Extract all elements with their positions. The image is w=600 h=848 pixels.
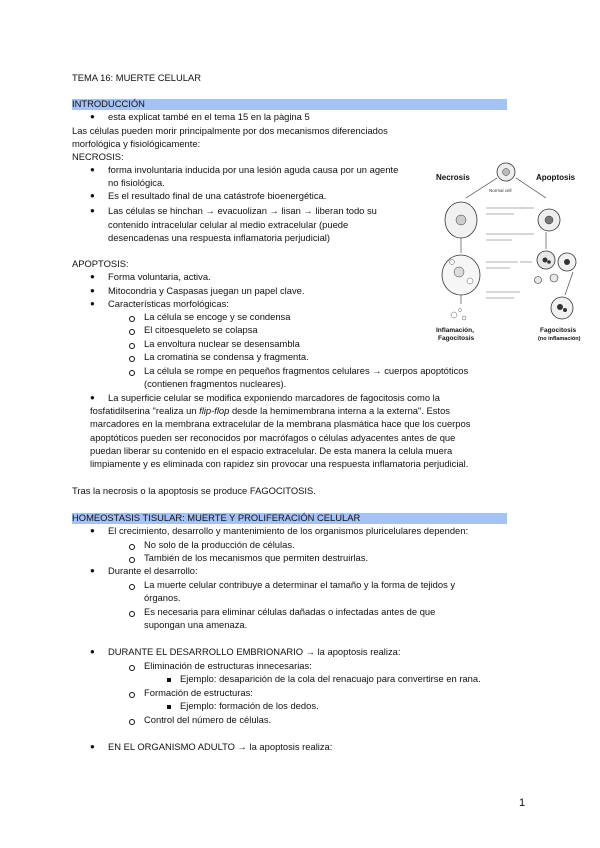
bullet-dot: ● [90, 272, 95, 281]
bullet-dot: ● [90, 165, 95, 174]
sub-bullet-circle [129, 329, 135, 335]
homeostasis-example: Ejemplo: formación de los dedos. [180, 700, 319, 711]
necrosis-bullet: forma involuntaria inducida por una lesión aguda causa por un agente [108, 164, 399, 175]
apoptosis-sub-item: La célula se encoge y se condensa [144, 311, 291, 322]
sub-bullet-circle [129, 719, 135, 725]
homeostasis-sub-item: Control del número de células. [144, 714, 272, 725]
homeostasis-sub-item: Formación de estructuras: [144, 687, 253, 698]
sub-sub-bullet-square [167, 705, 171, 709]
homeostasis-sub-item: órganos. [144, 592, 181, 603]
bullet-dot: ● [90, 393, 95, 402]
apoptosis-bullet: Características morfológicas: [108, 298, 229, 309]
homeostasis-sub-item: También de los mecanismos que permiten destruirlas. [144, 552, 369, 563]
apoptosis-sub-item: El citoesqueleto se colapsa [144, 324, 258, 335]
sub-sub-bullet-square [167, 678, 171, 682]
apoptosis-sub-item: La envoltura nuclear se desensambla [144, 338, 300, 349]
sub-bullet-circle [129, 356, 135, 362]
necrosis-bullet: no fisiológica. [108, 177, 165, 188]
homeostasis-example: Ejemplo: desaparición de la cola del renacuajo para convertirse en rana. [180, 673, 481, 684]
intro-paragraph-line: morfológica y fisiológicamente: [72, 138, 201, 149]
intro-paragraph-line: Las células pueden morir principalmente por dos mecanismos diferenciados [72, 125, 388, 136]
apoptosis-paragraph: La superficie celular se modifica exponiendo marcadores de fagocitosis como la [108, 392, 440, 403]
homeostasis-bullet: DURANTE EL DESARROLLO EMBRIONARIO → la apoptosis realiza: [108, 646, 401, 657]
section-heading-homeostasis: HOMEOSTASIS TISULAR: MUERTE Y PROLIFERACIÓN CELULAR [72, 512, 361, 523]
apoptosis-paragraph: marcadores en la membrana extracelular de la membrana plasmática hace que los cuerpos [90, 418, 471, 429]
apoptosis-paragraph: limpiamente y es eliminada con rapidez sin provocar una respuesta inflamatoria perjudicial. [90, 458, 469, 469]
apoptosis-sub-item: La cromatina se condensa y fragmenta. [144, 351, 309, 362]
figure-label-normal-cell: Normal cell [489, 188, 512, 193]
necrosis-bullet: desencadenas una respuesta inflamatoria perjudicial) [108, 232, 331, 243]
section-heading-intro: INTRODUCCIÓN [72, 98, 145, 109]
apoptosis-sub-item: (contienen fragmentos nucleares). [144, 378, 287, 389]
bullet-dot: ● [90, 647, 95, 656]
figure-label-necrosis: Necrosis [436, 173, 470, 182]
sub-bullet-circle [129, 343, 135, 349]
intro-bullet: esta explicat també en el tema 15 en la pàgina 5 [108, 111, 310, 122]
figure-label-apoptosis: Apoptosis [536, 173, 576, 182]
homeostasis-sub-item: No solo de la producción de células. [144, 539, 295, 550]
bullet-dot: ● [90, 112, 95, 121]
bullet-dot: ● [90, 191, 95, 200]
homeostasis-bullet: EN EL ORGANISMO ADULTO → la apoptosis realiza: [108, 741, 333, 752]
sub-bullet-circle [129, 611, 135, 617]
necrosis-bullet: contenido intracelular celular al medio extracelular (puede [108, 219, 349, 230]
bullet-dot: ● [90, 299, 95, 308]
apoptosis-paragraph: fosfatidilserina "realiza un flip-flop desde la hemimembrana interna a la externa". Estos [90, 405, 450, 416]
figure-caption-left: Fagocitosis [438, 335, 475, 342]
apoptosis-paragraph: puedan liberar su contenido en el espacio extracelular. De esta manera la celula muera [90, 445, 453, 456]
bullet-dot: ● [90, 566, 95, 575]
necrosis-label: NECROSIS: [72, 151, 124, 162]
necrosis-apoptosis-figure [434, 150, 584, 345]
homeostasis-bullet: Durante el desarrollo: [108, 565, 198, 576]
sub-bullet-circle [129, 544, 135, 550]
bullet-dot: ● [90, 526, 95, 535]
homeostasis-sub-item: supongan una amenaza. [144, 619, 248, 630]
homeostasis-sub-item: Es necesaria para eliminar células dañadas o infectadas antes de que [144, 606, 436, 617]
apoptosis-label: APOPTOSIS: [72, 258, 129, 269]
apoptosis-bullet: Mitocondria y Caspasas juegan un papel clave. [108, 285, 305, 296]
phagocytosis-note: Tras la necrosis o la apoptosis se produce FAGOCITOSIS. [72, 485, 316, 496]
figure-caption-right: Fagocitosis [540, 327, 577, 334]
sub-bullet-circle [129, 370, 135, 376]
apoptosis-sub-item: La célula se rompe en pequeños fragmentos celulares → cuerpos apoptóticos [144, 365, 469, 376]
bullet-dot: ● [90, 206, 95, 215]
homeostasis-sub-item: La muerte celular contribuye a determinar el tamaño y la forma de tejidos y [144, 579, 456, 590]
sub-bullet-circle [129, 692, 135, 698]
necrosis-bullet: Es el resultado final de una catástrofe bioenergética. [108, 190, 327, 201]
bullet-dot: ● [90, 286, 95, 295]
sub-bullet-circle [129, 584, 135, 590]
necrosis-bullet: Las células se hinchan → evacuolizan → lisan → liberan todo su [108, 205, 377, 216]
sub-bullet-circle [129, 316, 135, 322]
page-number: 1 [519, 797, 526, 809]
figure-caption-left: Inflamación, [436, 327, 474, 334]
figure-caption-right: (no inflamación) [538, 336, 581, 342]
homeostasis-sub-item: Eliminación de estructuras innecesarias: [144, 660, 312, 671]
page-title: TEMA 16: MUERTE CELULAR [72, 72, 202, 83]
sub-bullet-circle [129, 557, 135, 563]
apoptosis-paragraph: apoptóticos pueden ser reconocidos por macrófagos o células adyacentes antes de que [90, 432, 456, 443]
sub-bullet-circle [129, 665, 135, 671]
bullet-dot: ● [90, 742, 95, 751]
homeostasis-bullet: El crecimiento, desarrollo y mantenimiento de los organismos pluricelulares dependen: [108, 525, 469, 536]
apoptosis-bullet: Forma voluntaria, activa. [108, 271, 211, 282]
